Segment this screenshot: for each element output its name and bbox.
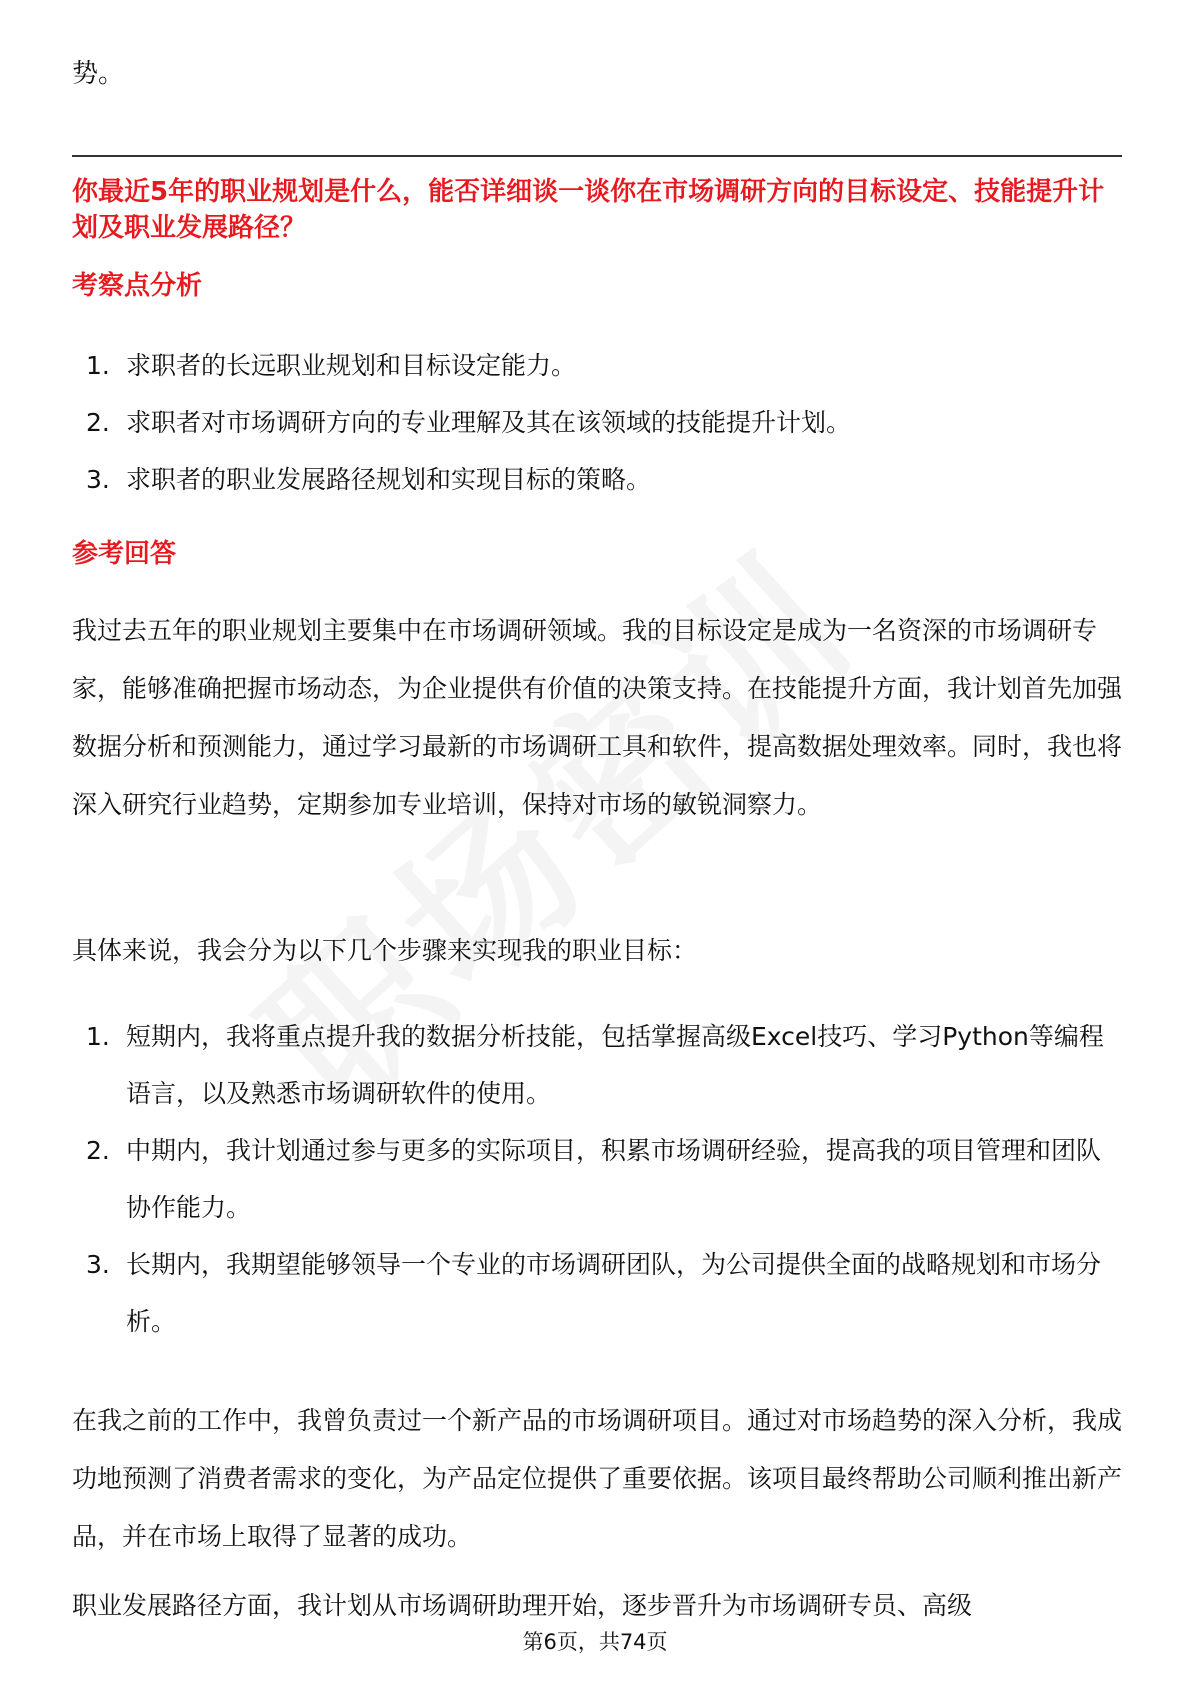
answer-paragraph: 职业发展路径方面，我计划从市场调研助理开始，逐步晋升为市场调研专员、高级 — [72, 1591, 973, 1620]
answer-heading: 参考回答 — [72, 539, 177, 569]
list-item: 1. 短期内，我将重点提升我的数据分析技能，包括掌握高级Excel技巧、学习Python等编程语言，以及熟悉市场调研软件的使用。 — [86, 1022, 1104, 1108]
list-item: 3. 长期内，我期望能够领导一个专业的市场调研团队，为公司提供全面的战略规划和市场分析。 — [86, 1250, 1102, 1336]
answer-paragraph: 在我之前的工作中，我曾负责过一个新产品的市场调研项目。通过对市场趋势的深入分析，我成功地预测了消费者需求的变化，为产品定位提供了重要依据。该项目最终帮助公司顺利推出新产品，并在市场上取得了显著的成功。 — [72, 1406, 1123, 1551]
answer-paragraph: 我过去五年的职业规划主要集中在市场调研领域。我的目标设定是成为一名资深的市场调研专家，能够准确把握市场动态，为企业提供有价值的决策支持。在技能提升方面，我计划首先加强数据分析和预测能力，通过学习最新的市场调研工具和软件，提高数据处理效率。同时，我也将深入研究行业趋势，定期参加专业培训，保持对市场的敏锐洞察力。 — [72, 616, 1123, 819]
document-page — [72, 0, 1122, 1684]
list-item: 2. 求职者对市场调研方向的专业理解及其在该领域的技能提升计划。 — [86, 408, 852, 437]
analysis-list — [72, 337, 1122, 508]
question-heading: 你最近5年的职业规划是什么，能否详细谈一谈你在市场调研方向的目标设定、技能提升计划及职业发展路径？ — [72, 177, 1105, 243]
list-item: 1. 求职者的长远职业规划和目标设定能力。 — [86, 351, 577, 380]
page-footer: 第6页，共74页 — [522, 1630, 668, 1654]
section-divider — [72, 155, 1122, 157]
answer-paragraph: 具体来说，我会分为以下几个步骤来实现我的职业目标： — [72, 936, 698, 965]
steps-list — [72, 1008, 1122, 1350]
list-item: 2. 中期内，我计划通过参与更多的实际项目，积累市场调研经验，提高我的项目管理和团队协作能力。 — [86, 1136, 1102, 1222]
carryover-text: 势。 — [72, 59, 125, 89]
analysis-heading: 考察点分析 — [72, 271, 203, 301]
list-item: 3. 求职者的职业发展路径规划和实现目标的策略。 — [86, 465, 652, 494]
